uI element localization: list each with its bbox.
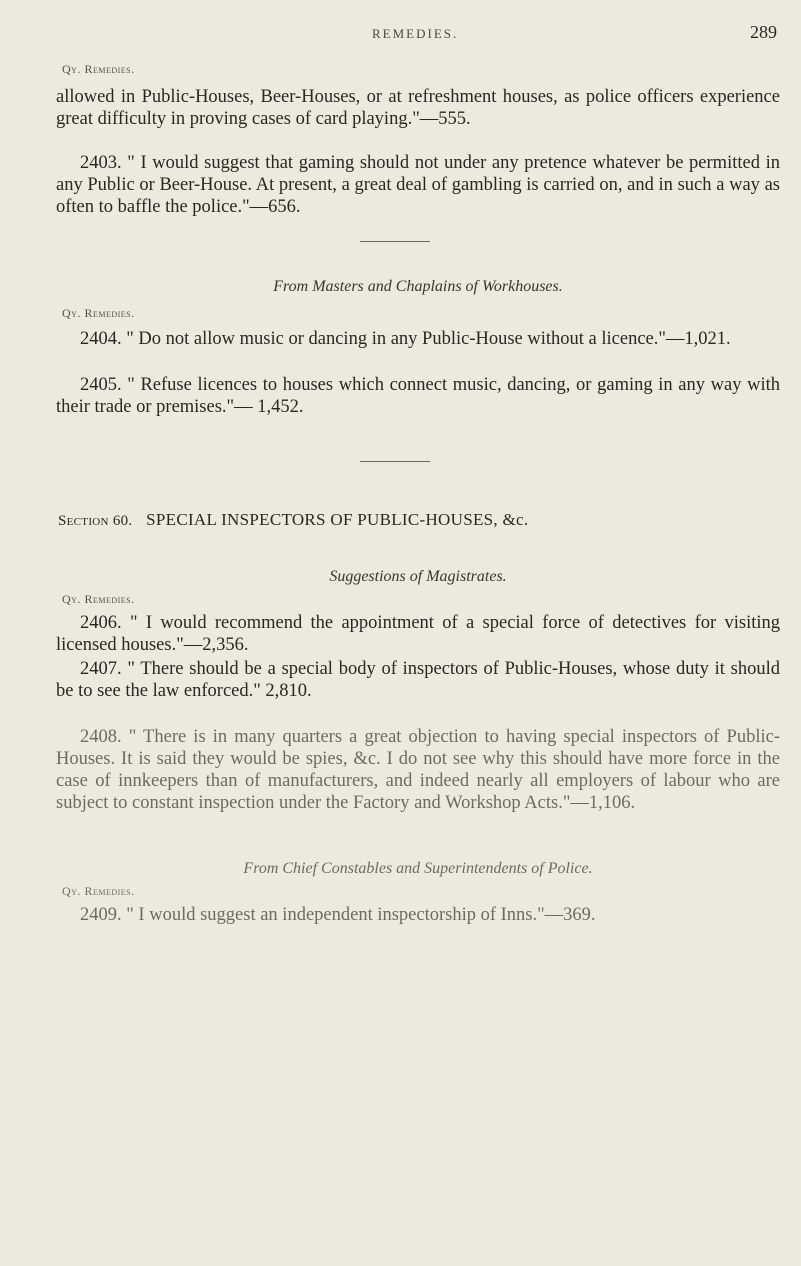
paragraph-2403: 2403. " I would suggest that gaming should not under any pretence whatever be permitted in any Public or Beer-House. At present, a great deal of gambling is carried on, and in such a way as often to baffle the police."—656.: [56, 153, 780, 217]
paragraph-continuation: allowed in Public-Houses, Beer-Houses, or at refreshment houses, as police officers experience great difficulty in proving cases of card playing."—555.: [56, 87, 780, 129]
subhead-magistrates: Suggestions of Magistrates.: [329, 568, 507, 585]
paragraph-2408: 2408. " There is in many quarters a great objection to having special inspectors of Public-Houses. It is said they would be spies, &c. I do not see why this should have more force in the case of innkeepers than of manufacturers, and indeed nearly all employers of labour who are subject to constant inspection under the Factory and Workshop Acts."—1,106.: [56, 727, 780, 813]
query-label: Qy. Remedies.: [62, 306, 135, 320]
paragraph-2407: 2407. " There should be a special body of inspectors of Public-Houses, whose duty it should be to see the law enforced." 2,810.: [56, 659, 780, 701]
page-number: 289: [750, 22, 777, 42]
divider-rule: [360, 461, 430, 462]
running-title: REMEDIES.: [372, 26, 459, 41]
query-label: Qy. Remedies.: [62, 62, 135, 76]
paragraph-2404: 2404. " Do not allow music or dancing in any Public-House without a licence."—1,021.: [80, 329, 731, 349]
subhead-police: From Chief Constables and Superintendents of Police.: [243, 860, 593, 877]
section-title: SPECIAL INSPECTORS OF PUBLIC-HOUSES, &c.: [146, 510, 529, 529]
subhead-workhouses: From Masters and Chaplains of Workhouses.: [273, 278, 563, 295]
paragraph-2406: 2406. " I would recommend the appointment of a special force of detectives for visiting licensed houses."—2,356.: [56, 613, 780, 655]
divider-rule: [360, 241, 430, 242]
paragraph-2405: 2405. " Refuse licences to houses which connect music, dancing, or gaming in any way with their trade or premises."— 1,452.: [56, 375, 780, 417]
paragraph-2409: 2409. " I would suggest an independent inspectorship of Inns."—369.: [80, 905, 596, 925]
section-heading: [58, 510, 782, 530]
section-label: Section 60.: [58, 513, 133, 529]
query-label: Qy. Remedies.: [62, 592, 135, 606]
running-head: [0, 22, 801, 46]
query-label: Qy. Remedies.: [62, 884, 135, 898]
